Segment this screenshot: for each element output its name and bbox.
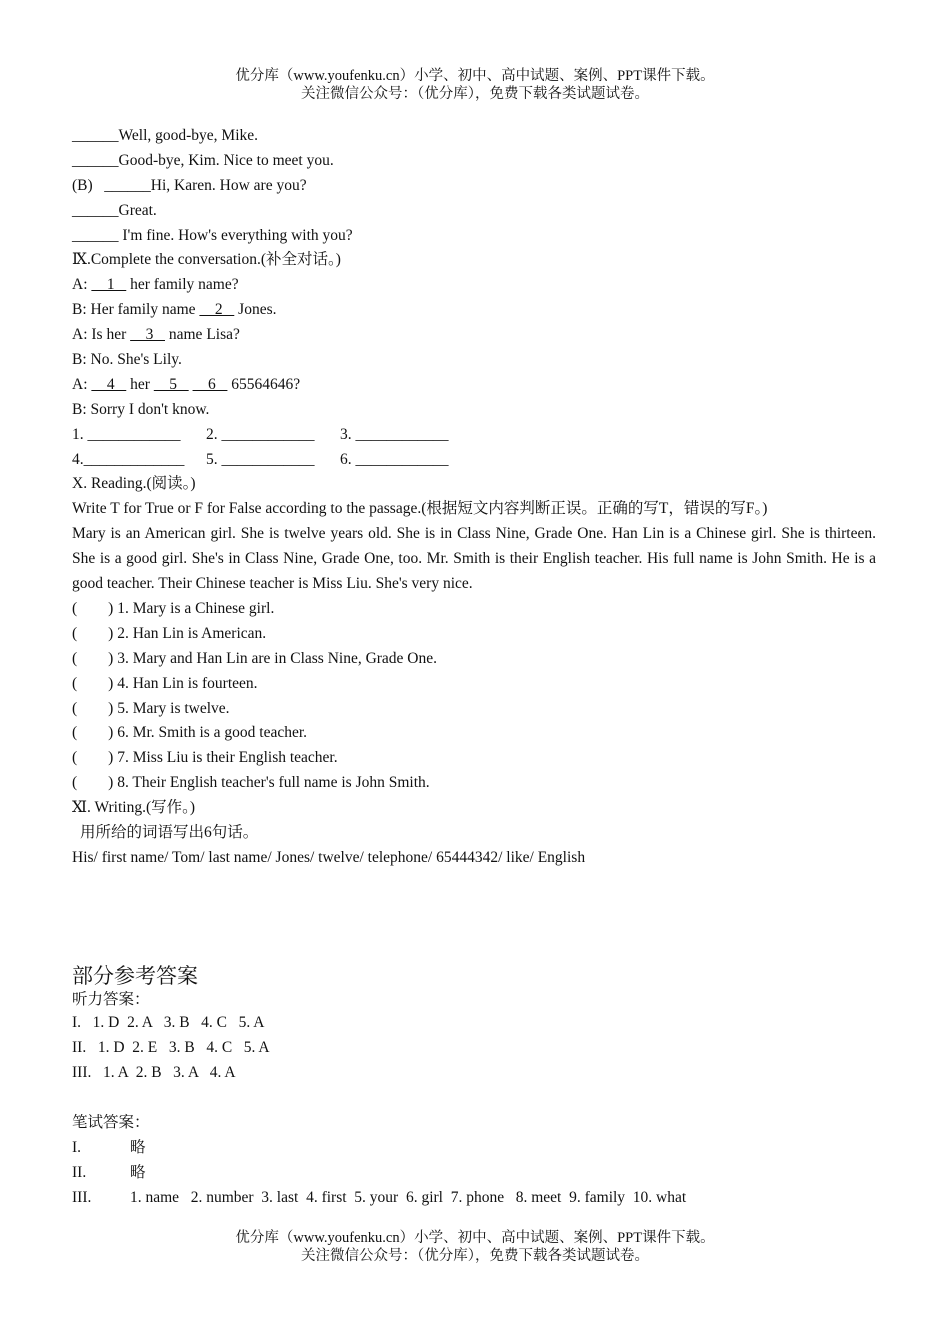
written-answer-2 bbox=[72, 1161, 876, 1186]
line-text: 65564646? bbox=[227, 375, 301, 393]
written-answer-label: II. bbox=[72, 1163, 87, 1181]
section-11-title: Ⅺ. Writing.(写作。) bbox=[72, 799, 196, 817]
dialog-b-label: (B) bbox=[72, 176, 93, 194]
blank-6: 6 bbox=[192, 375, 228, 393]
written-answer-text: 1. name 2. number 3. last 4. first 5. your 6. girl 7. phone 8. meet 9. family 10. what bbox=[130, 1188, 687, 1206]
dialog-a-line-2: ______Good-bye, Kim. Nice to meet you. bbox=[72, 151, 334, 169]
answer-blanks-row-1 bbox=[72, 423, 876, 448]
tf-item-7: ( ) 7. Miss Liu is their English teacher. bbox=[72, 749, 338, 767]
section-10-instruction: Write T for True or F for False according to the passage.(根据短文内容判断正误。正确的写T，错误的写F。) bbox=[72, 500, 768, 518]
document-body bbox=[72, 124, 876, 1211]
conversation-line-4: B: No. She's Lily. bbox=[72, 351, 182, 369]
header-line-1: 优分库（www.youfenku.cn）小学、初中、高中试题、案例、PPT课件下载。 bbox=[235, 68, 715, 84]
reading-passage: Mary is an American girl. She is twelve years old. She is in Class Nine, Grade One. Han Lin is a Chinese girl. She is thirteen. She is a good girl. She's in Class Nine, Grade One, too. Mr. Smith is their English teacher. His full name is John Smith. He is a good teacher. Their Chinese teacher is Miss Liu. She's very nice. bbox=[72, 525, 876, 593]
written-answer-3 bbox=[72, 1186, 876, 1211]
line-text: name Lisa? bbox=[165, 326, 240, 344]
line-text: B: Her family name bbox=[72, 301, 200, 319]
header-line-2: 关注微信公众号：（优分库），免费下载各类试题试卷。 bbox=[301, 86, 649, 102]
listening-answer-2: II. 1. D 2. E 3. B 4. C 5. A bbox=[72, 1039, 270, 1057]
answer-blank-5: 5. ____________ bbox=[206, 450, 315, 468]
written-answer-label: III. bbox=[72, 1188, 92, 1206]
tf-item-2: ( ) 2. Han Lin is American. bbox=[72, 624, 267, 642]
footer-line-2: 关注微信公众号：（优分库），免费下载各类试题试卷。 bbox=[301, 1248, 649, 1264]
listening-answers-title: 听力答案： bbox=[72, 991, 150, 1009]
tf-item-5: ( ) 5. Mary is twelve. bbox=[72, 699, 230, 717]
line-text: Jones. bbox=[234, 301, 277, 319]
blank-3: 3 bbox=[130, 326, 165, 344]
written-answers-title: 笔试答案： bbox=[72, 1114, 150, 1131]
line-text: A: Is her bbox=[72, 326, 131, 344]
blank-2: 2 bbox=[199, 301, 235, 319]
written-answer-text: 略 bbox=[130, 1138, 146, 1156]
dialog-b-line-1 bbox=[72, 174, 876, 199]
answers-title: 部分参考答案 bbox=[72, 964, 198, 989]
tf-item-1: ( ) 1. Mary is a Chinese girl. bbox=[72, 599, 275, 617]
line-text: her family name? bbox=[126, 276, 239, 294]
blank-4: 4 bbox=[91, 375, 127, 393]
blank-1: 1 bbox=[91, 276, 127, 294]
tf-item-8: ( ) 8. Their English teacher's full name is John Smith. bbox=[72, 774, 430, 792]
answer-blank-3: 3. ____________ bbox=[340, 425, 449, 443]
conversation-line-3 bbox=[72, 323, 876, 348]
listening-answer-3: III. 1. A 2. B 3. A 4. A bbox=[72, 1064, 236, 1082]
section-10-title: X. Reading.(阅读。) bbox=[72, 475, 196, 493]
written-answer-label: I. bbox=[72, 1138, 82, 1156]
answer-blank-4: 4._____________ bbox=[72, 450, 185, 468]
dialog-b-text-1: ______Hi, Karen. How are you? bbox=[104, 176, 307, 194]
answer-blank-2: 2. ____________ bbox=[206, 425, 315, 443]
listening-answer-1: I. 1. D 2. A 3. B 4. C 5. A bbox=[72, 1014, 265, 1032]
tf-item-6: ( ) 6. Mr. Smith is a good teacher. bbox=[72, 724, 308, 742]
conversation-line-6: B: Sorry I don't know. bbox=[72, 400, 210, 418]
dialog-b-line-3: ______ I'm fine. How's everything with you? bbox=[72, 226, 353, 244]
line-text: her bbox=[126, 375, 154, 393]
answer-blank-6: 6. ____________ bbox=[340, 450, 449, 468]
conversation-line-2 bbox=[72, 298, 876, 323]
page-footer bbox=[0, 1229, 950, 1265]
tf-item-4: ( ) 4. Han Lin is fourteen. bbox=[72, 674, 258, 692]
footer-line-1: 优分库（www.youfenku.cn）小学、初中、高中试题、案例、PPT课件下载。 bbox=[235, 1230, 715, 1246]
written-answer-1 bbox=[72, 1136, 876, 1161]
dialog-a-line-1: ______Well, good-bye, Mike. bbox=[72, 127, 259, 144]
answer-blanks-row-2 bbox=[72, 448, 876, 473]
page-header bbox=[0, 67, 950, 103]
answer-blank-1: 1. ____________ bbox=[72, 425, 181, 443]
blank-5: 5 bbox=[153, 375, 189, 393]
dialog-b-line-2: ______Great. bbox=[72, 201, 157, 219]
section-11-instruction: 用所给的词语写出6句话。 bbox=[80, 823, 259, 841]
writing-words: His/ first name/ Tom/ last name/ Jones/ twelve/ telephone/ 65444342/ like/ English bbox=[72, 848, 586, 866]
line-text: A: bbox=[72, 276, 92, 294]
conversation-line-5 bbox=[72, 373, 876, 398]
conversation-line-1 bbox=[72, 273, 876, 298]
line-text: A: bbox=[72, 375, 92, 393]
section-9-title: Ⅸ.Complete the conversation.(补全对话。) bbox=[72, 251, 341, 269]
tf-item-3: ( ) 3. Mary and Han Lin are in Class Nine, Grade One. bbox=[72, 649, 438, 667]
written-answer-text: 略 bbox=[130, 1163, 146, 1181]
